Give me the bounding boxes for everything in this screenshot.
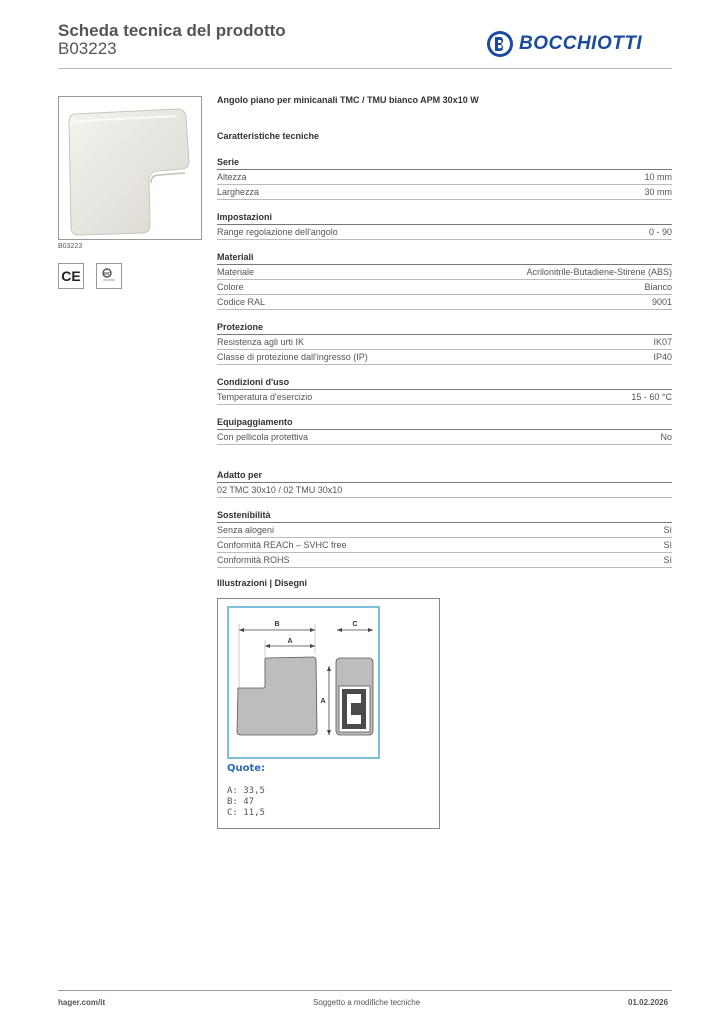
spec-row: Codice RAL 9001 bbox=[217, 295, 672, 310]
brand-name: BOCCHIOTTI bbox=[519, 33, 643, 54]
spec-row: 02 TMC 30x10 / 02 TMU 30x10 bbox=[217, 483, 672, 498]
dim-label-a: A bbox=[287, 638, 293, 645]
spec-section-materiali bbox=[217, 251, 672, 310]
product-photo bbox=[58, 96, 202, 240]
spec-section-condizioni bbox=[217, 376, 672, 405]
imq-mark-icon bbox=[96, 263, 122, 289]
quote-a: A: 33,5 bbox=[227, 786, 265, 796]
dim-label-c: C bbox=[352, 621, 358, 628]
spec-row: Temperatura d'esercizio 15 - 60 °C bbox=[217, 390, 672, 405]
section-title: Equipaggiamento bbox=[217, 416, 672, 430]
spec-section-protezione bbox=[217, 321, 672, 365]
quote-b: B: 47 bbox=[227, 797, 255, 807]
drawing-frame bbox=[227, 606, 380, 759]
dim-label-a-vertical: A bbox=[320, 698, 326, 705]
section-title: Condizioni d'uso bbox=[217, 376, 672, 390]
imq-logo-icon bbox=[101, 268, 117, 284]
spec-row: Range regolazione dell'angolo 0 - 90 bbox=[217, 225, 672, 240]
footer-website[interactable]: hager.com/it bbox=[58, 998, 106, 1007]
section-title: Serie bbox=[217, 156, 672, 170]
spec-row: Altezza 10 mm bbox=[217, 170, 672, 185]
spec-row: Conformità ROHS Sì bbox=[217, 553, 672, 568]
page-title: Scheda tecnica del prodotto bbox=[58, 21, 286, 40]
footer-divider bbox=[58, 990, 672, 991]
spec-row: Senza alogeni Sì bbox=[217, 523, 672, 538]
imq-mark-text: IMQ bbox=[102, 271, 112, 276]
section-title: Materiali bbox=[217, 251, 672, 265]
spec-row: Larghezza 30 mm bbox=[217, 185, 672, 200]
spec-row: Colore Bianco bbox=[217, 280, 672, 295]
spec-section-serie bbox=[217, 156, 672, 200]
section-title: Adatto per bbox=[217, 469, 672, 483]
dim-label-b: B bbox=[274, 621, 280, 628]
spec-row: Resistenza agli urti IK IK07 bbox=[217, 335, 672, 350]
spec-row: Materiale Acrilonitrile-Butadiene-Stirene (ABS) bbox=[217, 265, 672, 280]
section-title: Sostenibilità bbox=[217, 509, 672, 523]
quote-c: C: 11,5 bbox=[227, 808, 265, 818]
spec-section-equipaggiamento bbox=[217, 416, 672, 445]
product-title: Angolo piano per minicanali TMC / TMU bianco APM 30x10 W bbox=[217, 95, 479, 105]
photo-code: B03223 bbox=[58, 243, 83, 250]
spec-row: Conformità REACh – SVHC free Sì bbox=[217, 538, 672, 553]
bocchiotti-b-icon bbox=[486, 30, 514, 58]
illustrations-title: Illustrazioni | Disegni bbox=[217, 578, 308, 588]
spec-content bbox=[217, 95, 672, 568]
quote-title: Quote: bbox=[227, 763, 266, 774]
spec-row: Classe di protezione dall'ingresso (IP) IP40 bbox=[217, 350, 672, 365]
corner-piece-image bbox=[59, 97, 201, 239]
spec-section-adatto bbox=[217, 469, 672, 498]
product-code: B03223 bbox=[58, 39, 117, 58]
header-divider bbox=[58, 68, 672, 69]
spec-section-impostazioni bbox=[217, 211, 672, 240]
footer-note: Soggetto a modifiche tecniche bbox=[313, 998, 421, 1007]
dimension-drawing bbox=[229, 608, 378, 757]
spec-row: Con pellicola protettiva No bbox=[217, 430, 672, 445]
section-title: Protezione bbox=[217, 321, 672, 335]
section-title: Impostazioni bbox=[217, 211, 672, 225]
footer-date: 01.02.2026 bbox=[628, 998, 669, 1007]
technical-drawing bbox=[217, 598, 440, 829]
ce-mark-icon: CE bbox=[58, 263, 84, 289]
spec-section-sostenibilita bbox=[217, 509, 672, 568]
specs-heading: Caratteristiche tecniche bbox=[217, 131, 320, 141]
brand-logo bbox=[486, 29, 642, 59]
